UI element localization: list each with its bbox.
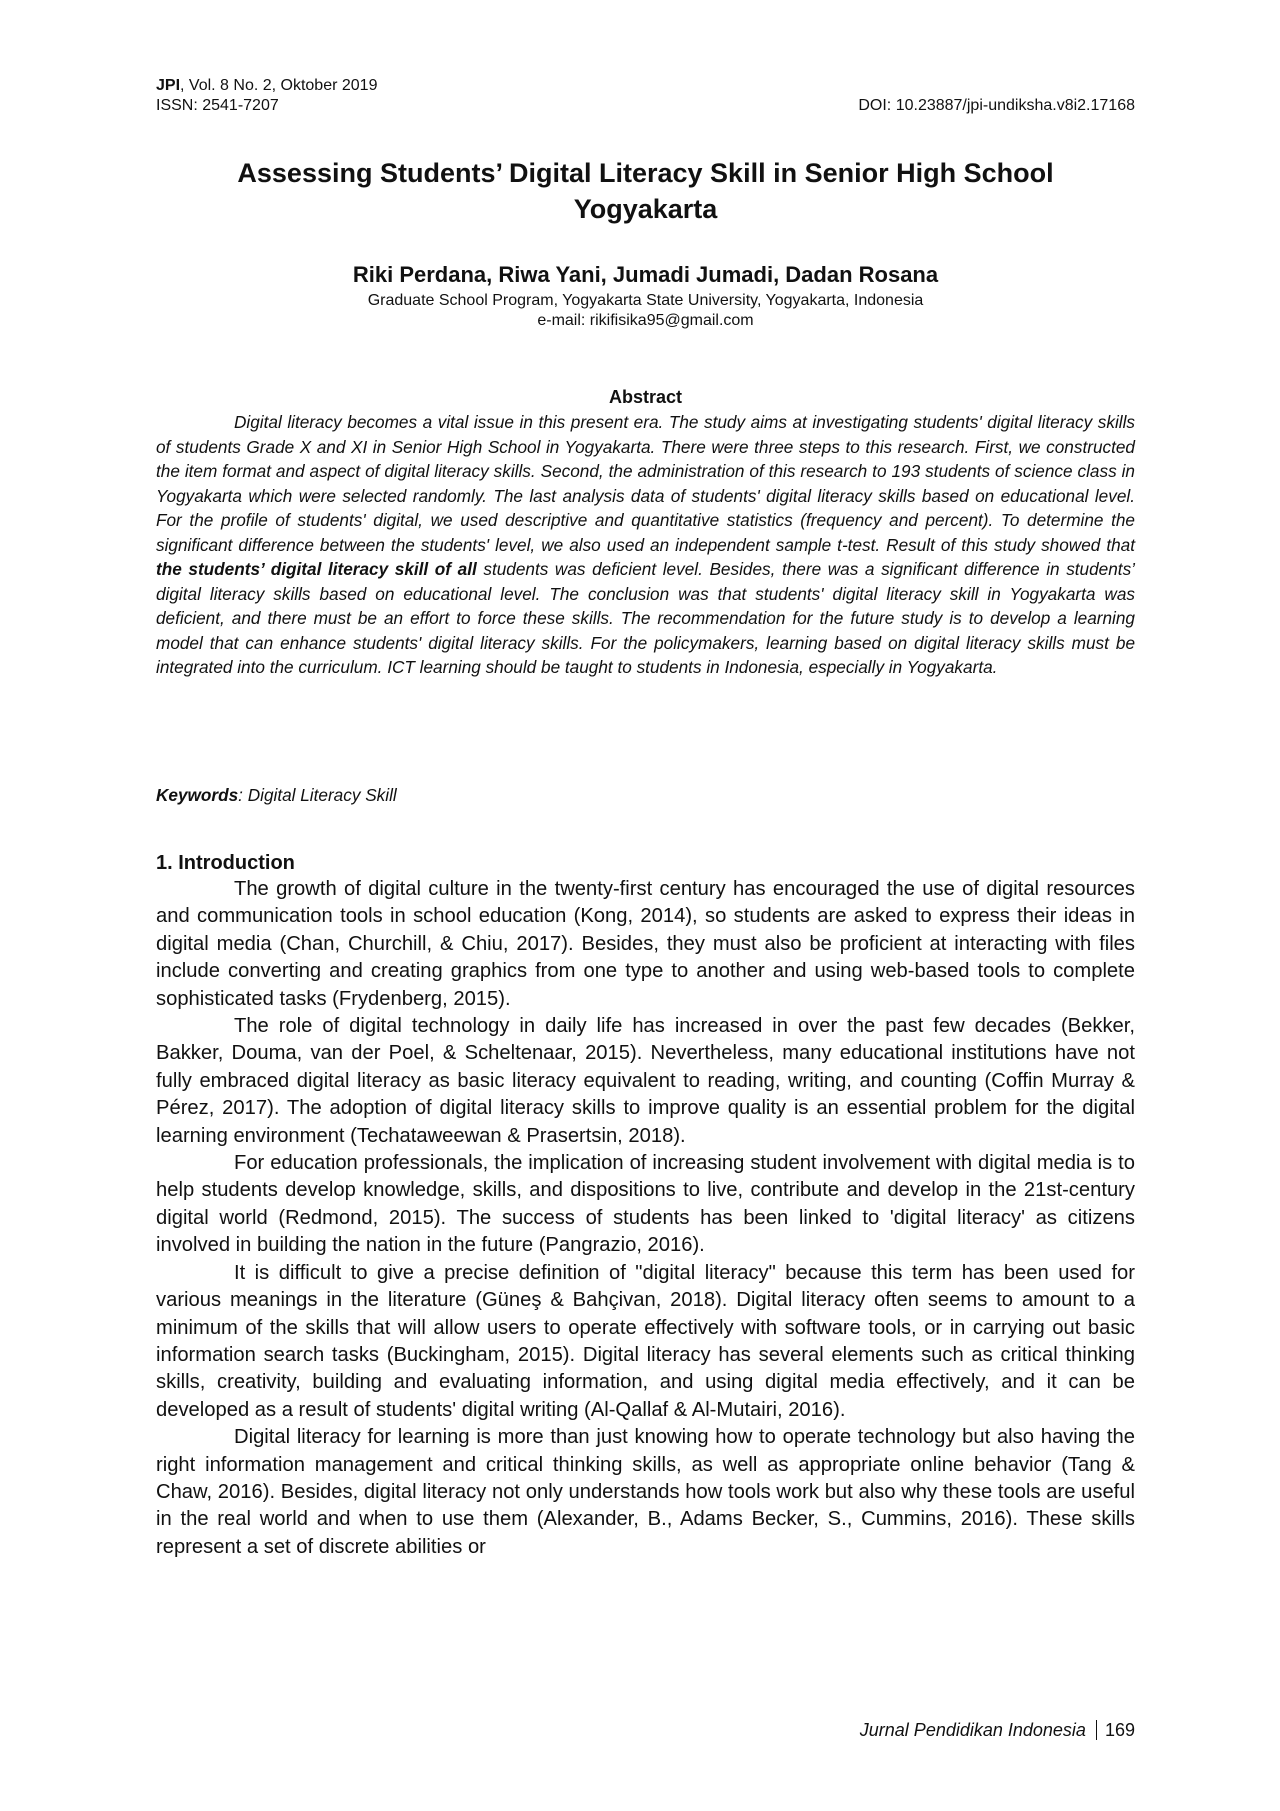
journal-header [156, 76, 377, 116]
abstract-heading: Abstract [608, 387, 683, 407]
affiliation: Graduate School Program, Yogyakarta State University, Yogyakarta, Indonesia [367, 292, 924, 309]
doi: DOI: 10.23887/jpi-undiksha.v8i2.17168 [858, 97, 1135, 114]
footer-journal-name: Jurnal Pendidikan Indonesia [860, 1720, 1097, 1740]
title-line-2: Yogyakarta [573, 194, 718, 224]
keywords-value: : Digital Literacy Skill [238, 785, 397, 805]
abstract-part-2: students was deficient level. Besides, there was a significant difference in students’ digital literacy skills based on educational level. The conclusion was that students' digital literacy skill in Yogyakarta was deficient, and there must be an effort to force these skills. The recommendation for the future study is to develop a learning model that can enhance students' digital literacy skills. For the policymakers, learning based on digital literacy skills must be integrated into the curriculum. ICT learning should be taught to students in Indonesia, especially in Yogyakarta. [156, 559, 1135, 677]
paragraph: The role of digital technology in daily life has increased in over the past few decades (Bekker, Bakker, Douma, van der Poel, & Scheltenaar, 2015). Nevertheless, many educational institutions have not fully embraced digital literacy as basic literacy equivalent to reading, writing, and counting (Coffin Murray & Pérez, 2017). The adoption of digital literacy skills to improve quality is an essential problem for the digital learning environment (Techataweewan & Prasertsin, 2018). [156, 1015, 1135, 1147]
authors: Riki Perdana, Riwa Yani, Jumadi Jumadi, Dadan Rosana [352, 262, 939, 287]
paragraph: Digital literacy for learning is more than just knowing how to operate technology but also having the right information management and critical thinking skills, as well as appropriate online behavior (Tang & Chaw, 2016). Besides, digital literacy not only understands how tools work but also why these tools are useful in the real world and when to use them (Alexander, B., Adams Becker, S., Cummins, 2016). These skills represent a set of discrete abilities or [156, 1426, 1135, 1558]
author-email: e-mail: rikifisika95@gmail.com [537, 312, 754, 329]
issn: ISSN: 2541-7207 [156, 97, 279, 114]
paragraph: The growth of digital culture in the twenty-first century has encouraged the use of digital resources and communication tools in school education (Kong, 2014), so students are asked to express their ideas in digital media (Chan, Churchill, & Chiu, 2017). Besides, they must also be proficient at interacting with files include converting and creating graphics from one type to another and using web-based tools to complete sophisticated tasks (Frydenberg, 2015). [156, 878, 1135, 1010]
page-number: 169 [1104, 1720, 1135, 1740]
paragraph: For education professionals, the implication of increasing student involvement with digital media is to help students develop knowledge, skills, and dispositions to live, contribute and develop in the 21st-century digital world (Redmond, 2015). The success of students has been linked to 'digital literacy' as citizens involved in building the nation in the future (Pangrazio, 2016). [156, 1152, 1135, 1257]
keywords-label: Keywords [156, 785, 239, 805]
journal-abbr: JPI [156, 77, 181, 94]
journal-volume-line [156, 76, 377, 96]
section-heading-introduction: 1. Introduction [156, 852, 295, 874]
page-footer [860, 1718, 1135, 1742]
paragraph: It is difficult to give a precise definition of "digital literacy" because this term has been used for various meanings in the literature (Güneş & Bahçivan, 2018). Digital literacy often seems to amount to a minimum of the skills that will allow users to operate effectively with software tools, or in carrying out basic information search tasks (Buckingham, 2015). Digital literacy has several elements such as critical thinking skills, creativity, building and evaluating information, and using digital media effectively, and it can be developed as a result of students' digital writing (Al-Qallaf & Al-Mutairi, 2016). [156, 1261, 1135, 1421]
abstract-bold-phrase: the students’ digital literacy skill of all [156, 559, 477, 579]
introduction-body [156, 876, 1135, 1561]
article-title [156, 155, 1135, 227]
volume-info: , Vol. 8 No. 2, Oktober 2019 [180, 77, 378, 94]
abstract-text [156, 410, 1135, 680]
title-line-1: Assessing Students’ Digital Literacy Skill in Senior High School [237, 158, 1054, 188]
abstract-part-1: Digital literacy becomes a vital issue in this present era. The study aims at investigating students' digital literacy skills of students Grade X and XI in Senior High School in Yogyakarta. There were three steps to this research. First, we constructed the item format and aspect of digital literacy skills. Second, the administration of this research to 193 students of science class in Yogyakarta which were selected randomly. The last analysis data of students' digital literacy skills based on educational level. For the profile of students' digital, we used descriptive and quantitative statistics (frequency and percent). To determine the significant difference between the students' level, we also used an independent sample t-test. Result of this study showed that [156, 412, 1135, 555]
keywords [156, 783, 397, 807]
